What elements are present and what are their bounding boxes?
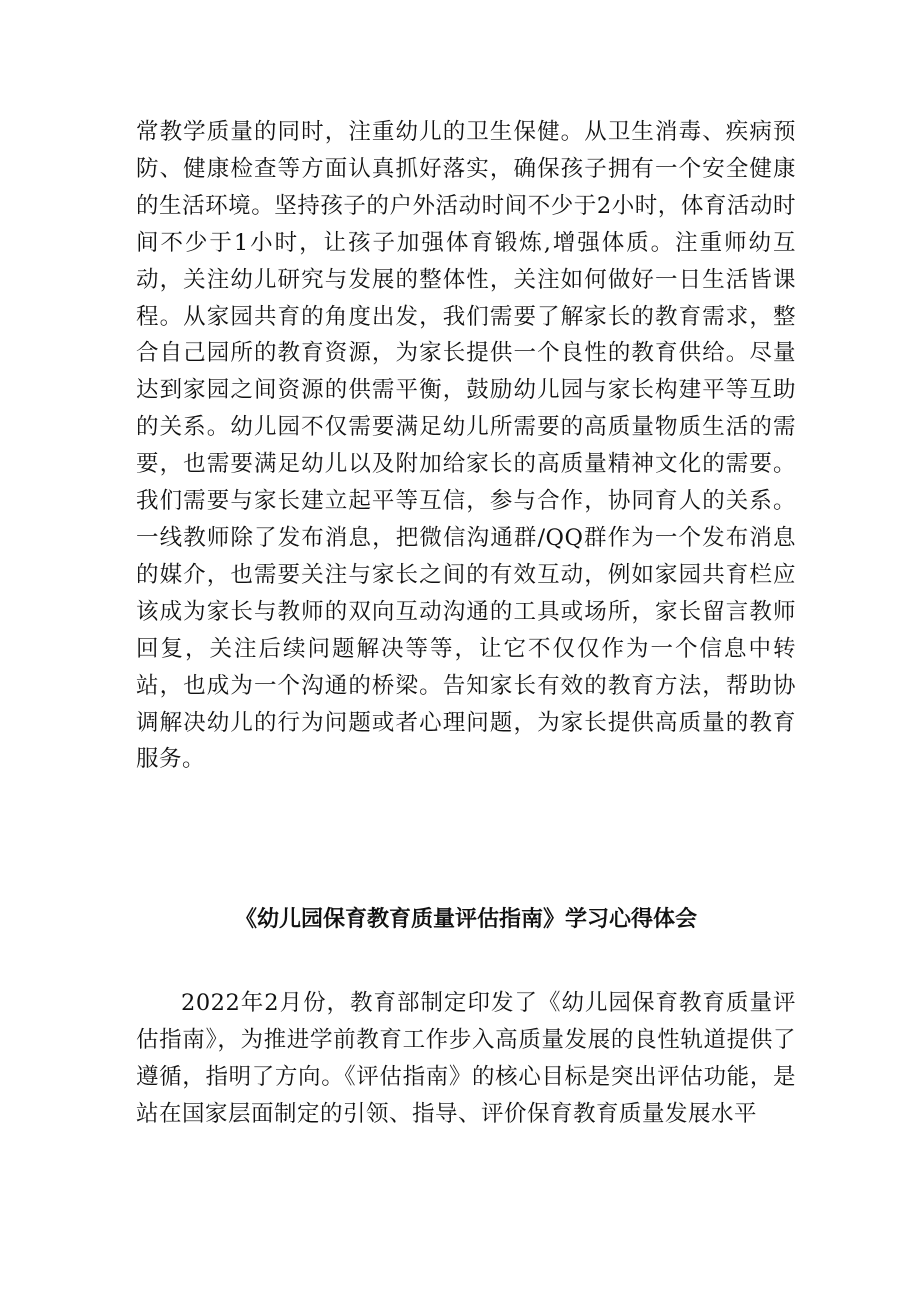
body-paragraph-continued: 常教学质量的同时，注重幼儿的卫生保健。从卫生消毒、疾病预防、健康检查等方面认真抓好落实，确保孩子拥有一个安全健康的生活环境。坚持孩子的户外活动时间不少于2小时，体育活动时间不少于1小时，让孩子加强体育锻炼,增强体质。注重师幼互动，关注幼儿研究与发展的整体性，关注如何做好一日生活皆课程。从家园共育的角度出发，我们需要了解家长的教育需求，整合自己园所的教育资源，为家长提供一个良性的教育供给。尽量达到家园之间资源的供需平衡，鼓励幼儿园与家长构建平等互助的关系。幼儿园不仅需要满足幼儿所需要的高质量物质生活的需要，也需要满足幼儿以及附加给家长的高质量精神文化的需要。我们需要与家长建立起平等互信，参与合作，协同育人的关系。一线教师除了发布消息，把微信沟通群/QQ群作为一个发布消息的媒介，也需要关注与家长之间的有效互动，例如家园共育栏应该成为家长与教师的双向互动沟通的工具或场所，家长留言教师回复，关注后续问题解决等等，让它不仅仅作为一个信息中转站，也成为一个沟通的桥梁。告知家长有效的教育方法，帮助协调解决幼儿的行为问题或者心理问题，为家长提供高质量的教育服务。 xyxy=(136,119,796,773)
section-title: 《幼儿园保育教育质量评估指南》学习心得体会 xyxy=(234,907,697,932)
body-paragraph-intro: 2022年2月份，教育部制定印发了《幼儿园保育教育质量评估指南》，为推进学前教育工作步入高质量发展的良性轨道提供了遵循，指明了方向。《评估指南》的核心目标是突出评估功能，是站在国家层面制定的引领、指导、评价保育教育质量发展水平 xyxy=(136,990,796,1127)
